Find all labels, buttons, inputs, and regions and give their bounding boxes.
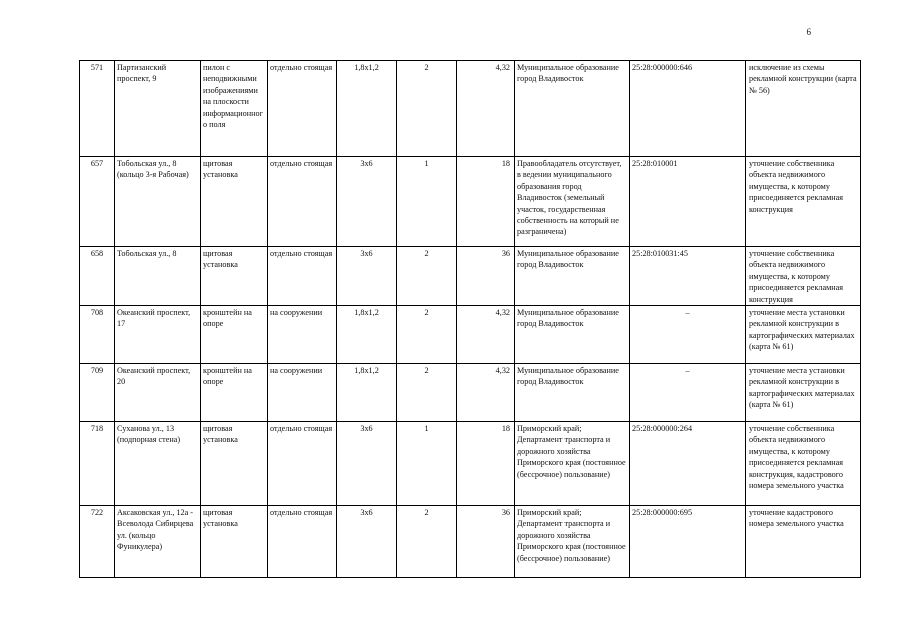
table-row: [80, 422, 861, 506]
placement-cell: отдельно стоящая: [268, 422, 337, 506]
area-cell: 4,32: [457, 61, 515, 157]
table-row: [80, 247, 861, 306]
cadastral-number-cell: –: [630, 306, 746, 364]
structure-type-cell: щитовая установка: [201, 157, 268, 247]
structure-type-cell: пилон с неподвижными изображениями на плоскости информационного поля: [201, 61, 268, 157]
address-cell: Тобольская ул., 8 (кольцо 3-я Рабочая): [115, 157, 201, 247]
owner-cell: Муниципальное образование город Владивосток: [515, 61, 630, 157]
row-number: 709: [80, 364, 115, 422]
cadastral-number-cell: –: [630, 364, 746, 422]
sides-cell: 2: [397, 364, 457, 422]
size-cell: 1,8x1,2: [337, 61, 397, 157]
area-cell: 18: [457, 422, 515, 506]
structure-type-cell: кронштейн на опоре: [201, 364, 268, 422]
address-cell: Партизанский проспект, 9: [115, 61, 201, 157]
owner-cell: Правообладатель отсутствует, в ведении муниципального образования город Владивосток (земельный участок, государственная собственность на который не разграничена): [515, 157, 630, 247]
placement-cell: на сооружении: [268, 364, 337, 422]
table-row: [80, 61, 861, 157]
structure-type-cell: щитовая установка: [201, 506, 268, 578]
advertising-structures-table: [79, 60, 861, 578]
owner-cell: Муниципальное образование город Владивосток: [515, 306, 630, 364]
placement-cell: отдельно стоящая: [268, 506, 337, 578]
size-cell: 1,8x1,2: [337, 364, 397, 422]
placement-cell: отдельно стоящая: [268, 247, 337, 306]
row-number: 718: [80, 422, 115, 506]
placement-cell: отдельно стоящая: [268, 61, 337, 157]
note-cell: уточнение собственника объекта недвижимого имущества, к которому присоединяется рекламная конструкция, кадастрового номера земельного участка: [746, 422, 861, 506]
area-cell: 4,32: [457, 306, 515, 364]
owner-cell: Приморский край; Департамент транспорта и дорожного хозяйства Приморского края (постоянное (бессрочное) пользование): [515, 506, 630, 578]
row-number: 657: [80, 157, 115, 247]
row-number: 722: [80, 506, 115, 578]
note-cell: уточнение собственника объекта недвижимого имущества, к которому присоединяется рекламная конструкция: [746, 247, 861, 306]
cadastral-number-cell: 25:28:010001: [630, 157, 746, 247]
note-cell: уточнение кадастрового номера земельного участка: [746, 506, 861, 578]
area-cell: 36: [457, 506, 515, 578]
cadastral-number-cell: 25:28:000000:646: [630, 61, 746, 157]
row-number: 708: [80, 306, 115, 364]
sides-cell: 1: [397, 422, 457, 506]
address-cell: Аксаковская ул., 12а - Всеволода Сибирцева ул. (кольцо Фуникулера): [115, 506, 201, 578]
note-cell: уточнение собственника объекта недвижимого имущества, к которому присоединяется рекламная конструкция: [746, 157, 861, 247]
size-cell: 3x6: [337, 157, 397, 247]
area-cell: 18: [457, 157, 515, 247]
size-cell: 3x6: [337, 247, 397, 306]
size-cell: 3x6: [337, 422, 397, 506]
row-number: 571: [80, 61, 115, 157]
sides-cell: 2: [397, 247, 457, 306]
structure-type-cell: кронштейн на опоре: [201, 306, 268, 364]
size-cell: 1,8x1,2: [337, 306, 397, 364]
owner-cell: Муниципальное образование город Владивосток: [515, 247, 630, 306]
table-row: [80, 506, 861, 578]
address-cell: Тобольская ул., 8: [115, 247, 201, 306]
page-number: 6: [806, 27, 811, 37]
table-row: [80, 157, 861, 247]
cadastral-number-cell: 25:28:000000:695: [630, 506, 746, 578]
note-cell: исключение из схемы рекламной конструкции (карта № 56): [746, 61, 861, 157]
size-cell: 3x6: [337, 506, 397, 578]
owner-cell: Муниципальное образование город Владивосток: [515, 364, 630, 422]
owner-cell: Приморский край; Департамент транспорта и дорожного хозяйства Приморского края (постоянное (бессрочное) пользование): [515, 422, 630, 506]
placement-cell: на сооружении: [268, 306, 337, 364]
address-cell: Океанский проспект, 17: [115, 306, 201, 364]
address-cell: Океанский проспект, 20: [115, 364, 201, 422]
address-cell: Суханова ул., 13 (подпорная стена): [115, 422, 201, 506]
sides-cell: 2: [397, 306, 457, 364]
sides-cell: 1: [397, 157, 457, 247]
note-cell: уточнение места установки рекламной конструкции в картографических материалах (карта № 61): [746, 364, 861, 422]
cadastral-number-cell: 25:28:010031:45: [630, 247, 746, 306]
sides-cell: 2: [397, 61, 457, 157]
placement-cell: отдельно стоящая: [268, 157, 337, 247]
note-cell: уточнение места установки рекламной конструкции в картографических материалах (карта № 61): [746, 306, 861, 364]
area-cell: 4,32: [457, 364, 515, 422]
cadastral-number-cell: 25:28:000000:264: [630, 422, 746, 506]
table-row: [80, 306, 861, 364]
structure-type-cell: щитовая установка: [201, 422, 268, 506]
row-number: 658: [80, 247, 115, 306]
table-row: [80, 364, 861, 422]
structure-type-cell: щитовая установка: [201, 247, 268, 306]
sides-cell: 2: [397, 506, 457, 578]
area-cell: 36: [457, 247, 515, 306]
